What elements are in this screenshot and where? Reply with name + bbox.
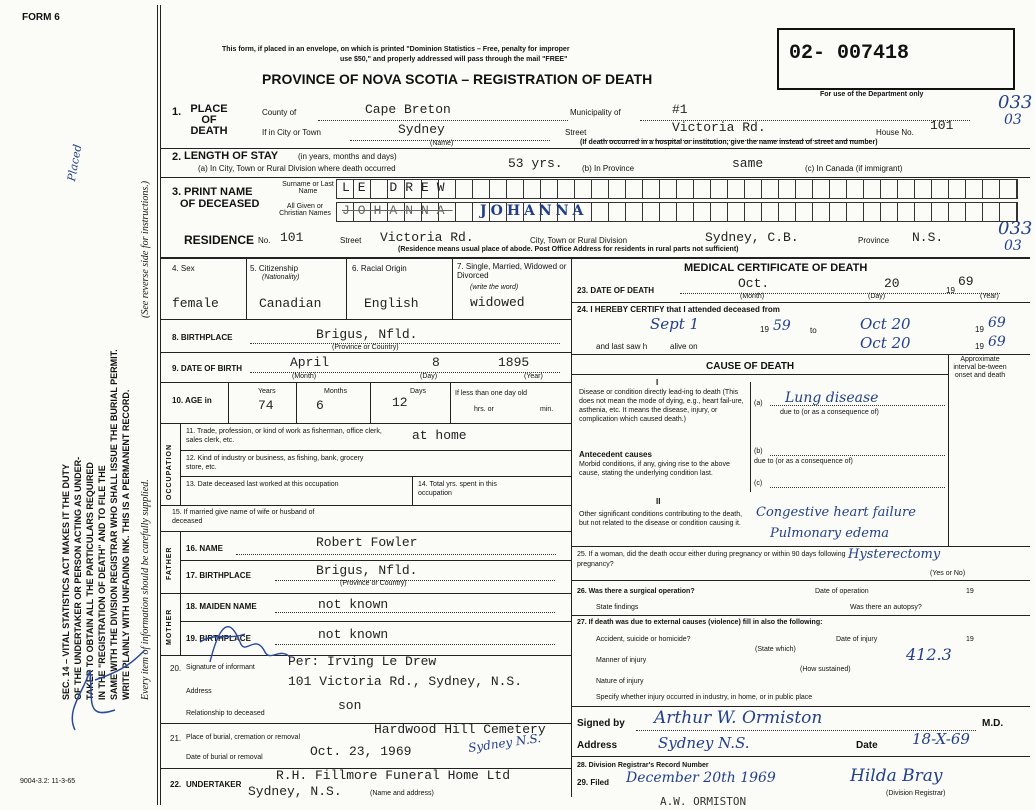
v-6-7 xyxy=(452,259,453,319)
informant-sig-label: Signature of informant xyxy=(186,664,255,671)
dob-y: (Year) xyxy=(524,373,543,380)
age-months-label: Months xyxy=(324,388,347,395)
birthplace-value[interactable]: Brigus, Nfld. xyxy=(316,327,418,342)
margin-code-4: 03 xyxy=(1004,238,1022,254)
cause-b-line xyxy=(770,455,945,456)
rule-2 xyxy=(160,177,1030,178)
q27-code: 412.3 xyxy=(906,645,952,664)
registration-number-box xyxy=(777,28,1015,90)
cause-title: CAUSE OF DEATH xyxy=(706,361,795,372)
municipality-label: Municipality of xyxy=(570,108,621,117)
interval-v xyxy=(948,354,949,546)
undertaker-value[interactable]: R.H. Fillmore Funeral Home Ltd xyxy=(276,768,511,783)
signed-date-label: Date xyxy=(856,740,878,751)
cause-bracket xyxy=(750,382,751,492)
q26-date-label: Date of operation xyxy=(815,588,869,595)
house-value[interactable]: 101 xyxy=(930,118,954,133)
informant-sig[interactable]: Per: Irving Le Drew xyxy=(288,654,437,669)
father-bp-label: 17. BIRTHPLACE xyxy=(186,571,251,580)
med-rule-4 xyxy=(571,580,1030,581)
residence-note: (Residence means usual place of abode. Post Office Address for residents in rural parts not sufficient) xyxy=(398,246,739,253)
city-label: If in City or Town xyxy=(262,128,321,137)
mother-maiden-label: 18. MAIDEN NAME xyxy=(186,602,257,611)
other-conditions: Other significant conditions contributing to the death, but not related to the disease or condition causing it. xyxy=(579,511,743,527)
res-city-value[interactable]: Sydney, C.B. xyxy=(705,230,799,245)
occ-q13: 13. Date deceased last worked at this occupation xyxy=(186,481,339,488)
death-y: (Year) xyxy=(980,293,999,300)
age-days-label: Days xyxy=(410,388,426,395)
age-min: min. xyxy=(540,406,554,413)
age-hrs: hrs. or xyxy=(474,406,494,413)
registration-number: 02- 007418 xyxy=(789,42,910,65)
other-value-1[interactable]: Congestive heart failure xyxy=(756,505,916,520)
informant-num: 20. xyxy=(170,664,182,673)
father-rule xyxy=(180,560,571,561)
age-less-label: If less than one day old xyxy=(455,390,527,397)
mother-side-label: MOTHER xyxy=(166,608,173,645)
q25-label: 25. If a woman, did the death occur either during pregnancy or within 90 days following pregnancy? xyxy=(577,551,846,568)
cause-due-2: due to (or as a consequence of) xyxy=(754,458,853,465)
county-value[interactable]: Cape Breton xyxy=(365,102,451,117)
side-handwriting: Placed xyxy=(65,143,85,183)
city-value[interactable]: Sydney xyxy=(398,122,445,137)
cause-rule xyxy=(571,374,948,375)
cause-c-label: (c) xyxy=(754,480,763,487)
occupation-side-label: OCCUPATION xyxy=(166,443,173,500)
q27-nature: Nature of injury xyxy=(596,678,644,685)
dept-use-note: For use of the Department only xyxy=(820,91,924,98)
alive-date[interactable]: Oct 20 xyxy=(860,334,911,352)
mother-bp-label: 19. BIRTHPLACE xyxy=(186,634,251,643)
age-months[interactable]: 6 xyxy=(316,398,324,413)
stay-num: 2. xyxy=(172,151,182,163)
given-label: All Given or Christian Names xyxy=(279,203,331,217)
sex-value[interactable]: female xyxy=(172,296,219,311)
occ-q12: 12. Kind of industry or business, as fishing, bank, grocery store, etc. xyxy=(186,455,364,471)
interval-label: Approximate interval be-tween onset and death xyxy=(953,356,1007,379)
form-id: FORM 6 xyxy=(22,12,60,23)
citizenship-sub: (Nationality) xyxy=(262,274,300,281)
mother-bp[interactable]: not known xyxy=(318,627,389,642)
signed-signature[interactable]: Arthur W. Ormiston xyxy=(654,708,823,728)
birthplace-sub: (Province or Country) xyxy=(332,344,399,351)
v-5-6 xyxy=(346,259,347,319)
name-label-1: PRINT NAME xyxy=(184,186,253,198)
med-rule-7 xyxy=(571,756,1030,757)
antecedent-label: Antecedent causes xyxy=(579,450,652,459)
occ-v xyxy=(180,423,181,505)
dob-day[interactable]: 8 xyxy=(432,355,440,370)
q25-sub: (Yes or No) xyxy=(930,570,966,577)
place-label: PLACE OF DEATH xyxy=(190,103,228,137)
signed-date[interactable]: 18-X-69 xyxy=(912,730,970,748)
q26-autopsy: Was there an autopsy? xyxy=(850,604,922,611)
racial-value[interactable]: English xyxy=(364,296,419,311)
marital-value[interactable]: widowed xyxy=(470,295,525,310)
side-instructions: SEC. 14 – VITAL STATISTICS ACT MAKES IT THE DUTY OF THE UNDERTAKER OR PERSON ACTING AS UNDER- TAKER TO OBTAIN ALL THE PARTICULARS REQUIRED IN THE "REGISTRATION OF DEATH" AND TO FILE THE SAME WITH THE DIVISION REGISTRAR WHO SHALL ISSUE THE BURIAL PERMIT. WRITE PLAINLY WITH UNFADING INK. THIS IS A PERMANENT RECORD. xyxy=(61,349,131,700)
signed-md: M.D. xyxy=(982,718,1004,729)
age-label: 10. AGE in xyxy=(172,396,212,405)
residence-label: RESIDENCE xyxy=(184,233,255,247)
q27-yr: 19 xyxy=(966,636,974,643)
father-v xyxy=(180,531,181,593)
last-saw-label: and last saw h xyxy=(596,342,648,351)
death-day[interactable]: 20 xyxy=(884,276,900,291)
attended-to[interactable]: Oct 20 xyxy=(860,315,911,333)
page-title: PROVINCE OF NOVA SCOTIA – REGISTRATION OF DEATH xyxy=(262,71,653,87)
house-label: House No. xyxy=(876,128,914,137)
age-v3 xyxy=(370,383,371,423)
father-bp-line xyxy=(275,580,555,581)
med-rule-2 xyxy=(571,354,1030,355)
undertaker-num: 22. xyxy=(170,780,182,789)
q26-yr: 19 xyxy=(966,588,974,595)
cause-II: II xyxy=(656,497,661,506)
q27-specify: Specify whether injury occurred in industry, in home, or in public place xyxy=(596,694,813,701)
age-years-label: Years xyxy=(258,388,276,395)
q27-accident: Accident, suicide or homicide? xyxy=(596,636,691,643)
rule-10 xyxy=(160,593,571,594)
res-street-value[interactable]: Victoria Rd. xyxy=(380,230,474,245)
death-date-label: 23. DATE OF DEATH xyxy=(577,286,655,295)
alive-year[interactable]: 69 xyxy=(988,334,1006,350)
birthplace-line xyxy=(250,343,560,344)
left-margin-rule xyxy=(157,5,158,805)
rule-3 xyxy=(160,257,1030,259)
v-4-5 xyxy=(246,259,247,319)
cause-a-label: (a) xyxy=(754,400,763,407)
stay-c-label: (c) In Canada (if immigrant) xyxy=(805,164,903,173)
surname-label: Surname or Last Name xyxy=(282,181,334,195)
med-rule-3 xyxy=(571,546,1030,547)
res-city-label: City, Town or Rural Division xyxy=(530,236,628,245)
mother-maiden[interactable]: not known xyxy=(318,597,389,612)
dob-month[interactable]: April xyxy=(290,355,330,370)
street-label: Street xyxy=(565,128,587,137)
attended-to-label: to xyxy=(810,326,817,335)
mother-maiden-line xyxy=(275,612,555,613)
dob-d: (Day) xyxy=(420,373,438,380)
margin-code-3: 033 xyxy=(998,218,1033,239)
informant-addr[interactable]: 101 Victoria Rd., Sydney, N.S. xyxy=(288,674,523,689)
father-name-label: 16. NAME xyxy=(186,544,223,553)
q28-label: 28. Division Registrar's Record Number xyxy=(577,762,709,769)
stay-b-value[interactable]: same xyxy=(732,156,764,171)
margin-code-1: 033 xyxy=(998,92,1033,113)
father-name-line xyxy=(236,554,556,555)
stay-a-label: (a) In City, Town or Rural Division where death occurred xyxy=(198,164,396,173)
informant-rel[interactable]: son xyxy=(338,698,362,713)
filed-date[interactable]: December 20th 1969 xyxy=(626,770,776,786)
cause-b-label: (b) xyxy=(754,448,763,455)
birthplace-label: 8. BIRTHPLACE xyxy=(172,333,233,342)
occ-q11: 11. Trade, profession, or kind of work as fisherman, office clerk, sales clerk, etc. xyxy=(186,428,382,444)
med-rule-6 xyxy=(571,706,1030,707)
left-margin-rule-2 xyxy=(160,5,161,805)
spouse-label: 15. If married give name of wife or husband of deceased xyxy=(172,509,315,525)
footer-code: 9004-3.2: 11-3-65 xyxy=(20,778,76,785)
burial-num: 21. xyxy=(170,734,182,743)
cause-due-1: due to (or as a consequence of) xyxy=(780,409,879,416)
death-d: (Day) xyxy=(868,293,886,300)
q27-how: (How sustained) xyxy=(800,666,851,673)
cause-a-value[interactable]: Lung disease xyxy=(785,390,879,406)
municipality-value[interactable]: #1 xyxy=(672,102,688,117)
undertaker-value-2[interactable]: Sydney, N.S. xyxy=(248,784,342,799)
burial-date-label: Date of burial or removal xyxy=(186,754,263,761)
med-rule-5 xyxy=(571,615,1030,616)
informant-signature-scribble xyxy=(190,612,300,672)
occ-rule-2 xyxy=(180,476,571,477)
death-year[interactable]: 69 xyxy=(958,274,974,289)
burial-place[interactable]: Hardwood Hill Cemetery xyxy=(374,722,546,737)
attended-yr19b: 19 xyxy=(975,325,984,334)
informant-rel-label: Relationship to deceased xyxy=(186,710,265,717)
informant-addr-label: Address xyxy=(186,688,212,695)
attended-from-year[interactable]: 59 xyxy=(773,318,791,334)
surname-value: LE DREW xyxy=(342,180,453,195)
alive-on-label: alive on xyxy=(670,342,698,351)
mother-bp-line xyxy=(275,644,555,645)
envelope-note-2: use $50," and properly addressed will pass through the mail "FREE" xyxy=(340,56,568,63)
death-m: (Month) xyxy=(740,293,765,300)
antecedent-text: Morbid conditions, if any, giving rise to the above cause, stating the underlying condition last. xyxy=(579,461,730,477)
street-value[interactable]: Victoria Rd. xyxy=(672,120,766,135)
q27-label: 27. If death was due to external causes (violence) fill in also the following: xyxy=(577,619,823,626)
res-prov-label: Province xyxy=(858,236,890,245)
father-name[interactable]: Robert Fowler xyxy=(316,535,418,550)
name-label-2: OF DECEASED xyxy=(180,198,260,210)
rule-7 xyxy=(160,423,571,424)
name-num: 3. xyxy=(172,186,182,198)
q25-value[interactable]: Hysterectomy xyxy=(848,547,941,562)
cause-c-line xyxy=(770,487,945,488)
side-supply-note: Every item of information should be carefully supplied. xyxy=(140,479,151,700)
undertaker-sub: (Name and address) xyxy=(370,790,434,797)
dob-label: 9. DATE OF BIRTH xyxy=(172,364,243,373)
q26-label: 26. Was there a surgical operation? xyxy=(577,588,695,595)
q27-date-inj: Date of injury xyxy=(836,636,878,643)
city-name-hint: (Name) xyxy=(430,140,454,147)
burial-date[interactable]: Oct. 23, 1969 xyxy=(310,744,412,759)
racial-label: 6. Racial Origin xyxy=(352,264,407,273)
dob-m: (Month) xyxy=(292,373,317,380)
rule-6 xyxy=(160,382,571,383)
medical-title: MEDICAL CERTIFICATE OF DEATH xyxy=(684,262,868,274)
stay-b-label: (b) In Province xyxy=(582,164,635,173)
signed-label: Signed by xyxy=(577,718,625,729)
rule-4 xyxy=(160,319,571,320)
q27-manner: Manner of injury xyxy=(596,657,647,664)
county-label: County of xyxy=(262,108,297,117)
attended-from[interactable]: Sept 1 xyxy=(650,315,700,333)
marital-sub: (write the word) xyxy=(470,284,519,291)
father-bp-sub: (Province or Country) xyxy=(340,580,407,587)
age-v1 xyxy=(228,383,229,423)
q26-findings: State findings xyxy=(596,604,639,611)
age-v2 xyxy=(296,383,297,423)
cause-I: I xyxy=(656,378,659,387)
occ-rule-1 xyxy=(180,450,571,451)
certify-label: 24. I HEREBY CERTIFY that I attended deceased from xyxy=(577,305,780,314)
registrar-signature[interactable]: Hilda Bray xyxy=(850,766,943,786)
hospital-note: (If death occurred in a hospital or institution, give the name instead of street and number) xyxy=(580,139,878,146)
occ-q14: 14. Total yrs. spent in this occupation xyxy=(418,481,497,497)
marital-label: 7. Single, Married, Widowed or Divorced xyxy=(457,262,567,280)
death-yr-prefix: 19 xyxy=(946,286,955,295)
burial-hand: Sydney N.S. xyxy=(467,730,542,756)
q29-label: 29. Filed xyxy=(577,778,610,787)
stay-sub: (in years, months and days) xyxy=(298,152,397,161)
side-reverse-note: (See reverse side for instructions.) xyxy=(140,180,151,318)
undertaker-label: UNDERTAKER xyxy=(186,780,242,789)
signed-address[interactable]: Sydney N.S. xyxy=(658,734,750,752)
cause-a-line xyxy=(770,405,945,406)
stay-label: LENGTH OF STAY xyxy=(184,150,279,162)
other-value-2[interactable]: Pulmonary edema xyxy=(770,526,890,541)
res-no-value[interactable]: 101 xyxy=(280,230,304,245)
registrar-sub: (Division Registrar) xyxy=(886,790,946,797)
dob-year[interactable]: 1895 xyxy=(498,355,530,370)
attended-yr19a: 19 xyxy=(760,325,769,334)
citizenship-value[interactable]: Canadian xyxy=(259,296,322,311)
center-rule xyxy=(571,257,572,797)
age-years[interactable]: 74 xyxy=(258,398,274,413)
q27-state: (State which) xyxy=(755,646,796,653)
death-month[interactable]: Oct. xyxy=(738,276,770,291)
rule-5 xyxy=(160,352,571,353)
occ-v2 xyxy=(412,476,413,505)
age-v4 xyxy=(450,383,451,423)
envelope-note-1: This form, if placed in an envelope, on which is printed "Dominion Statistics – Free, penalty for improper xyxy=(222,46,570,53)
rule-9 xyxy=(160,531,571,532)
rule-1 xyxy=(160,148,1030,149)
side-signature-scribble xyxy=(55,640,155,740)
sex-label: 4. Sex xyxy=(172,264,195,273)
alive-yr19: 19 xyxy=(975,342,984,351)
occ-v11[interactable]: at home xyxy=(412,428,467,443)
cause-direct: Disease or condition directly lead-ing to death (This does not mean the mode of dying, e.g., heart fail-ure, asthenia, etc. It means the disease, injury, or complication which caused death.) xyxy=(579,389,744,423)
attended-to-year[interactable]: 69 xyxy=(988,315,1006,331)
stay-a-value[interactable]: 53 yrs. xyxy=(508,156,563,171)
printed-physician-name: A.W. ORMISTON xyxy=(660,795,747,808)
place-num: 1. xyxy=(172,106,182,118)
res-no-label: No. xyxy=(258,236,271,245)
given-struck-value: JOHANNA xyxy=(342,203,453,218)
age-days[interactable]: 12 xyxy=(392,395,408,410)
res-prov-value[interactable]: N.S. xyxy=(912,230,944,245)
margin-code-2: 03 xyxy=(1004,112,1022,128)
address-label: Address xyxy=(577,740,618,751)
mother-v xyxy=(180,593,181,655)
father-bp[interactable]: Brigus, Nfld. xyxy=(316,563,418,578)
county-line xyxy=(318,120,568,121)
citizenship-label: 5. Citizenship xyxy=(250,264,299,273)
rule-8 xyxy=(160,505,571,506)
given-value: JOHANNA xyxy=(480,203,588,219)
med-rule-1 xyxy=(571,302,1030,303)
res-street-label: Street xyxy=(340,236,362,245)
father-side-label: FATHER xyxy=(166,546,173,580)
burial-place-label: Place of burial, cremation or removal xyxy=(186,734,300,741)
